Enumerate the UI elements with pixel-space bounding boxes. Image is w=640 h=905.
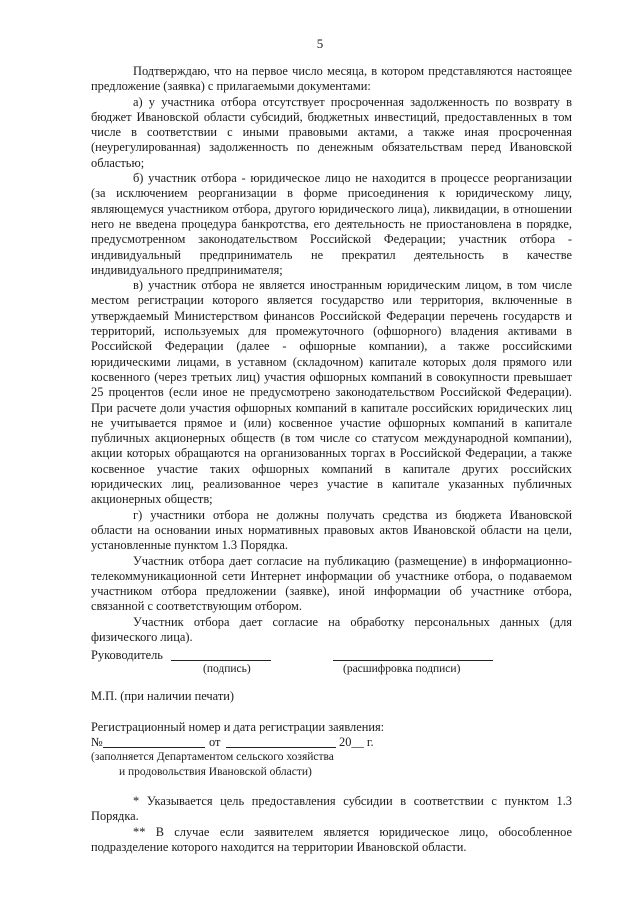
- stamp-label: М.П. (при наличии печати): [91, 689, 234, 703]
- registration-date-line: [226, 735, 336, 748]
- signature-line: [171, 648, 271, 661]
- head-label: Руководитель: [91, 648, 163, 662]
- registration-block: [91, 720, 591, 780]
- registration-title: Регистрационный номер и дата регистрации заявления:: [91, 720, 385, 734]
- paragraph-consent-publication: Участник отбора дает согласие на публикацию (размещение) в информационно-телекоммуникационной сети Интернет информации об участнике отбора, о подаваемом участником отбора предложении (заявке), иной информации об участнике отбора, связанной с соответствующим отбором.: [91, 553, 572, 614]
- footnote-2: ** В случае если заявителем является юридическое лицо, обособленное подразделение которого находится на территории Ивановской области.: [91, 824, 572, 854]
- footnote-1: * Указывается цель предоставления субсидии в соответствии с пунктом 1.3 Порядка.: [91, 794, 572, 824]
- body-text: [91, 64, 572, 645]
- decode-line: [333, 648, 493, 661]
- registration-year: 20__ г.: [339, 735, 374, 749]
- footnotes: [91, 794, 572, 855]
- paragraph-consent-personal-data: Участник отбора дает согласие на обработку персональных данных (для физического лица).: [91, 614, 572, 644]
- registration-note-line1: (заполняется Департаментом сельского хозяйства: [91, 751, 334, 763]
- sign-caption: (подпись): [203, 663, 251, 675]
- decode-caption: (расшифровка подписи): [343, 663, 461, 675]
- paragraph-b: б) участник отбора - юридическое лицо не находится в процессе реорганизации (за исключением реорганизации в форме присоединения к юридическому лицу, являющемуся участником отбора, другого юридического лица), ликвидации, в отношении него не введена процедура банкротства, его деятельность не приостановлена в порядке, предусмотренном законодательством Российской Федерации; участник отбора - индивидуальный предприниматель не прекратил деятельность в качестве индивидуального предпринимателя;: [91, 171, 572, 277]
- registration-from-label: от: [209, 735, 221, 749]
- registration-note-line2: и продовольствия Ивановской области): [119, 766, 312, 778]
- signature-block: [91, 648, 591, 688]
- registration-no-label: №: [91, 735, 103, 749]
- paragraph-g: г) участники отбора не должны получать средства из бюджета Ивановской области на основании иных нормативных правовых актов Ивановской области на цели, установленные пунктом 1.3 Порядка.: [91, 507, 572, 553]
- page-number: 5: [316, 36, 324, 51]
- paragraph-intro: Подтверждаю, что на первое число месяца, в котором представляются настоящее предложение (заявка) с прилагаемыми документами:: [91, 64, 572, 94]
- paragraph-a: а) у участника отбора отсутствует просроченная задолженность по возврату в бюджет Ивановской области субсидий, бюджетных инвестиций, предоставленных в том числе в соответствии с иными правовыми актами, а также иная просроченная (неурегулированная) задолженность по денежным обязательствам перед Ивановской областью;: [91, 94, 572, 170]
- registration-number-line: [103, 735, 205, 748]
- paragraph-v: в) участник отбора не является иностранным юридическим лицом, в том числе местом регистрации которого является государство или территория, включенные в утверждаемый Министерством финансов Российской Федерации перечень государств и территорий, используемых для промежуточного (офшорного) владения активами в Российской Федерации (далее - офшорные компании), а также российскими юридическими лицами, в уставном (складочном) капитале которых доля прямого или косвенного (через третьих лиц) участия офшорных компаний в совокупности превышает 25 процентов (если иное не предусмотрено законодательством Российской Федерации). При расчете доли участия офшорных компаний в капитале российских юридических лиц не учитывается прямое и (или) косвенное участие офшорных компаний в капитале публичных акционерных обществ (в том числе со статусом международной компании), акции которых обращаются на организованных торгах в Российской Федерации, а также косвенное участие таких офшорных компаний в капитале других российских юридических лиц, реализованное через участие в капитале указанных публичных акционерных обществ;: [91, 278, 572, 507]
